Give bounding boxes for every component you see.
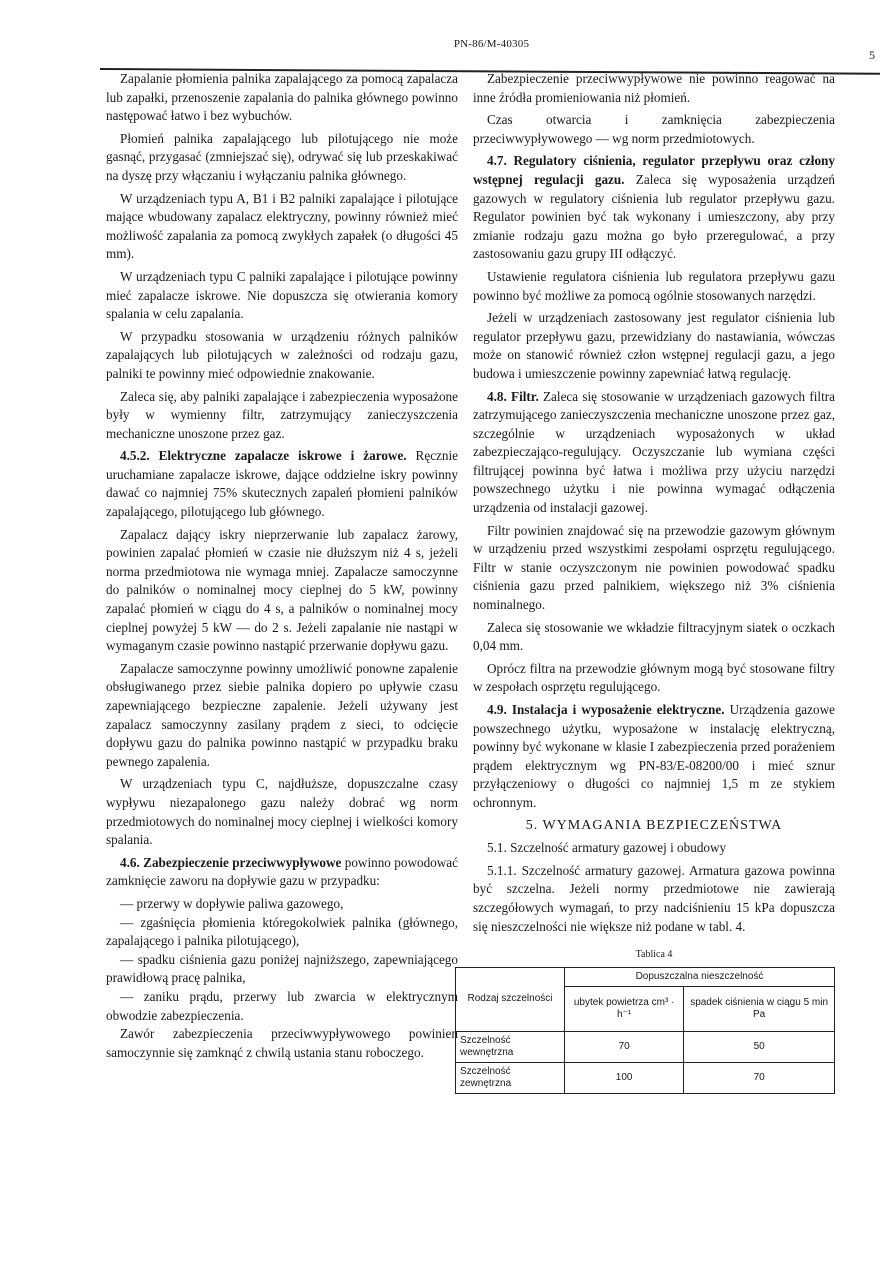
paragraph: Oprócz filtra na przewodzie głównym mogą być stosowane filtry w zespołach osprzętu regulującego.	[473, 660, 835, 695]
header-pressure-drop: spadek ciśnienia w ciągu 5 min Pa	[684, 986, 835, 1031]
section-heading: 5.1.1. Szczelność armatury gazowej.	[487, 862, 685, 878]
paragraph: Ustawienie regulatora ciśnienia lub regulatora przepływu gazu powinno być możliwe za pomocą ogólnie stosowanych narzędzi.	[473, 268, 835, 303]
section-text: Ręcznie uruchamiane zapalacze iskrowe, dające oddzielne iskry powinny dawać co najmniej 75% skutecznych zapaleń płomieni palników zapalającego, pilotującego lub głównego.	[106, 448, 459, 520]
paragraph: Zapalanie płomienia palnika zapalającego za pomocą zapalacza lub zapałki, przenoszenie zapalania do palnika głównego powinno następować łatwo i bez wybuchów.	[106, 71, 458, 124]
row-pressure-drop: 70	[684, 1062, 835, 1093]
header-type: Rodzaj szczelności	[456, 967, 565, 1031]
row-type: Szczelność wewnętrzna	[456, 1031, 565, 1062]
page-header	[100, 30, 883, 60]
paragraph: Płomień palnika zapalającego lub pilotującego nie może gasnąć, przygasać (zmniejszać się), odrywać się lub przeskakiwać na dyszę przy włączaniu i wyłączaniu palnika głównego.	[106, 130, 458, 183]
right-column	[460, 70, 836, 1094]
table-caption: Tablica 4	[635, 949, 673, 961]
list-item: — zgaśnięcia płomienia któregokolwiek palnika (głównego, zapalającego i palnika pilotującego),	[106, 914, 458, 949]
paragraph: W urządzeniach typu A, B1 i B2 palniki zapalające i pilotujące mające wbudowany zapalacz elektryczny, powinny również mieć możliwość zapalania za pomocą zwykłych zapałek (o długości 45 mm).	[106, 190, 458, 262]
paragraph: Zapalacze samoczynne powinny umożliwić ponowne zapalenie obsługiwanego przez siebie palnika dopiero po upływie czasu zapewniającego bezpieczne zapalenie. Jeżeli używany jest zapalacz samoczynny zasilany prądem z sieci, to odcięcie dopływu gazu do palnika powinno nastąpić w przypadku braku pewnego zapalenia.	[106, 660, 458, 769]
paragraph: Zaleca się stosowanie we wkładzie filtracyjnym siatek o oczkach 0,04 mm.	[473, 619, 835, 654]
section-text: Zaleca się wyposażenia urządzeń gazowych w regulatory ciśnienia lub regulator przepływu gazu. Regulator powinien być tak wykonany i umieszczony, aby przy zmianie rodzaju gazu można go było przeregulować, a przy zastosowaniu gazu grupy III odłączyć.	[473, 171, 835, 262]
paragraph: Zabezpieczenie przeciwwypływowe nie powinno reagować na inne źródła promieniowania niż płomień.	[473, 71, 835, 105]
paragraph: Filtr powinien znajdować się na przewodzie gazowym głównym w urządzeniu przed wszystkimi zespołami osprzętu regulującego. Filtr w stanie oczyszczonym nie powinien powodować spadku ciśnienia gazu przed palnikiem, większego niż 3% ciśnienia nominalnego.	[473, 522, 835, 613]
paragraph: Zapalacz dający iskry nieprzerwanie lub zapalacz żarowy, powinien zapalać płomień w czasie nie dłuższym niż 4 s, jeżeli norma przedmiotowa nie wymaga mniej. Zapalacze samoczynne do palników o nominalnej mocy cieplnej do 5 kW, powinny zapalać płomień w ciągu do 4 s, a palników o nominalnej mocy cieplnej powyżej 5 kW — do 2 s. Jeżeli zapalanie nie nastąpi w wymaganym czasie powinno nastąpić przerwanie dopływu gazu.	[106, 526, 458, 654]
section-5-1-1	[473, 862, 835, 936]
table-row	[456, 1062, 835, 1093]
page-number: 5	[869, 48, 875, 62]
paragraph: W przypadku stosowania w urządzeniu różnych palników zapalających lub pilotujących w zależności od rodzaju gazu, palniki te powinny mieć odpowiednie znakowanie.	[106, 328, 458, 381]
section-4-5-2	[106, 447, 458, 521]
row-type: Szczelność zewnętrzna	[456, 1062, 565, 1093]
paragraph: Zaleca się, aby palniki zapalające i zabezpieczenia wyposażone były w wymienny filtr, zatrzymujący zanieczyszczenia mechaniczne unoszone przez gaz.	[106, 388, 458, 441]
section-heading: 4.6. Zabezpieczenie przeciwwypływowe	[120, 854, 342, 870]
section-4-6	[106, 854, 458, 891]
section-5-title: 5. WYMAGANIA BEZPIECZEŃSTWA	[525, 817, 783, 833]
section-heading: 4.5.2. Elektryczne zapalacze iskrowe i żarowe.	[120, 448, 407, 464]
section-text: Zaleca się stosowanie w urządzeniach gazowych filtra zatrzymującego zanieczyszczenia mechaniczne unoszone przez gaz, szczególnie w urządzeniach wyposażonych w układ zabezpieczająco-regulujący. Oczyszczanie lub wymiana części filtrującej powinna być łatwa i możliwa przy użyciu narzędzi powszechnego użytku i nie powinna wymagać odłączenia urządzenia od instalacji gazowej.	[473, 388, 836, 516]
header-air-loss: ubytek powietrza cm³ · h⁻¹	[565, 986, 684, 1031]
row-pressure-drop: 50	[684, 1031, 835, 1062]
section-4-8	[473, 388, 835, 518]
list-item: — zaniku prądu, przerwy lub zwarcia w elektrycznym obwodzie zabezpieczenia.	[106, 988, 458, 1023]
section-text: powinno powodować zamknięcie zaworu na dopływie gazu w przypadku:	[106, 854, 458, 889]
section-heading: 4.8. Filtr.	[487, 388, 539, 404]
section-text: Urządzenia gazowe powszechnego użytku, wyposażone w instalację elektryczną, powinny być wykonane w klasie I zabezpieczenia przed porażeniem prądem elektrycznym wg PN-83/E-08200/00 i mieć sznur przyłączeniowy o długości co najmniej 1,5 m ze stykiem ochronnym.	[473, 702, 835, 810]
row-air-loss: 70	[565, 1031, 684, 1062]
section-heading: 4.9. Instalacja i wyposażenie elektryczne.	[487, 702, 725, 717]
subsection-5-1-title: 5.1. Szczelność armatury gazowej i obudowy	[487, 840, 727, 856]
paragraph: Czas otwarcia i zamknięcia zabezpieczenia przeciwwypływowego — wg norm przedmiotowych.	[473, 112, 835, 146]
paragraph: Zawór zabezpieczenia przeciwwypływowego powinien samoczynnie się zamknąć z chwilą ustania stanu roboczego.	[106, 1026, 458, 1060]
list-item: — przerwy w dopływie paliwa gazowego,	[120, 895, 344, 911]
table-row	[456, 1031, 835, 1062]
left-column	[106, 70, 458, 1066]
list-item: — spadku ciśnienia gazu poniżej najniższego, zapewniającego prawidłową pracę palnika,	[106, 951, 458, 986]
section-heading: 4.7. Regulatory ciśnienia, regulator przepływu oraz człony wstępnej regulacji gazu.	[473, 153, 835, 187]
row-air-loss: 100	[565, 1062, 684, 1093]
table-4	[455, 967, 835, 1094]
section-4-7	[473, 152, 835, 264]
section-text: Armatura gazowa powinna być szczelna. Jeżeli normy przedmiotowe nie zawierają szczegółowych wymagań, to przy nadciśnieniu 15 kPa dopuszcza się nieszczelności nie większe niż podane w tabl. 4.	[473, 862, 835, 934]
paragraph: W urządzeniach typu C palniki zapalające i pilotujące powinny mieć zapalacze iskrowe. Nie dopuszcza się otwierania komory spalania w celu zapalania.	[106, 268, 458, 322]
paragraph: W urządzeniach typu C, najdłuższe, dopuszczalne czasy wypływu niezapalonego gazu należy dobrać wg norm przedmiotowych do nominalnej mocy cieplnej i wielkości komory spalania.	[106, 776, 458, 848]
paragraph: Jeżeli w urządzeniach zastosowany jest regulator ciśnienia lub regulator przepływu gazu, przewidziany do nastawiania, wówczas może on stanowić również człon wstępnej regulacji gazu, a jego budowa i umieszczenie powinny zapewniać łatwą regulację.	[473, 310, 835, 381]
header-group: Dopuszczalna nieszczelność	[565, 967, 835, 986]
standard-number: PN-86/M-40305	[453, 38, 530, 50]
section-4-9	[473, 701, 835, 813]
